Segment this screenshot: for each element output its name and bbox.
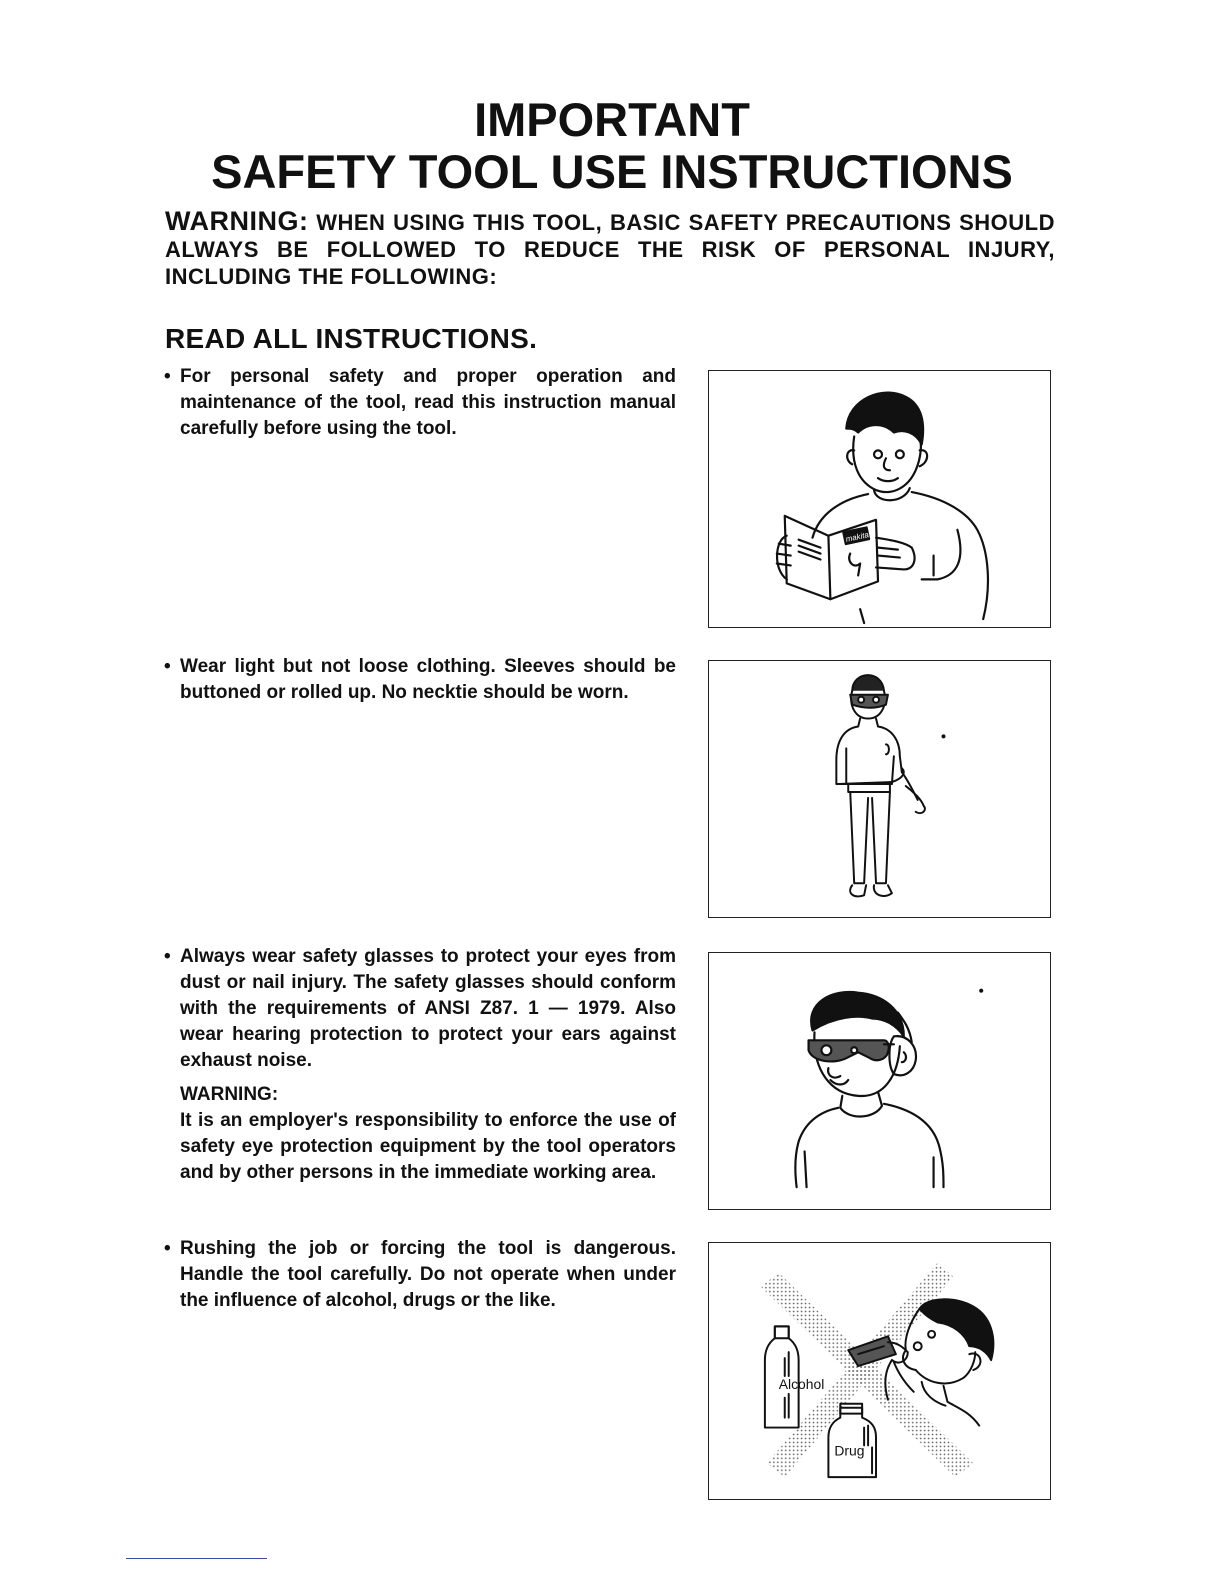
bullet-dot: • (164, 1238, 171, 1259)
drug-label: Drug (834, 1442, 865, 1459)
warning-header-lead: WARNING: (165, 206, 309, 236)
footer-rule (126, 1558, 267, 1559)
illustration-no-alcohol-drugs (708, 1242, 1051, 1500)
manual-brand-label: makita (844, 530, 870, 544)
warning-header (165, 208, 1055, 290)
bullet-dot: • (164, 946, 171, 967)
bullet-text: Always wear safety glasses to protect your eyes from dust or nail injury. The safety glasses should conform with the requirements of ANSI Z87. 1 — 1979. Also wear hearing protection to protect your ears against exhaust noise. (180, 946, 676, 1071)
illustration-reading-manual (708, 370, 1051, 628)
bullet-read-manual (164, 364, 676, 442)
page-title-line-2: SAFETY TOOL USE INSTRUCTIONS (211, 145, 1013, 198)
page-title-line-1: IMPORTANT (474, 93, 750, 146)
bullet-text: Rushing the job or forcing the tool is dangerous. Handle the tool carefully. Do not operate when under the influence of alcohol, drugs or the like. (180, 1238, 676, 1311)
employer-warning-text: It is an employer's responsibility to enforce the use of safety eye protection equipment by the tool operators and by other persons in the immediate working area. (180, 1110, 676, 1183)
illustration-safety-glasses (708, 952, 1051, 1210)
bullet-text: For personal safety and proper operation and maintenance of the tool, read this instruction manual carefully before using the tool. (180, 366, 676, 439)
illustration-clothing (708, 660, 1051, 918)
bullet-clothing (164, 654, 676, 706)
bullet-safety-glasses (164, 944, 676, 1186)
bullet-rushing (164, 1236, 676, 1314)
section-heading-read-all: READ ALL INSTRUCTIONS. (165, 323, 538, 354)
bullet-dot: • (164, 366, 171, 387)
employer-warning-label: WARNING: (180, 1084, 279, 1105)
warning-header-text: WHEN USING THIS TOOL, BASIC SAFETY PRECAUTIONS SHOULD ALWAYS BE FOLLOWED TO REDUCE THE RISK OF PERSONAL INJURY, INCLUDING THE FOLLOWING: (165, 210, 1055, 289)
alcohol-label: Alcohol (778, 1375, 825, 1392)
bullet-text: Wear light but not loose clothing. Sleeves should be buttoned or rolled up. No necktie should be worn. (180, 656, 676, 703)
employer-warning (180, 1082, 676, 1186)
bullet-dot: • (164, 656, 171, 677)
